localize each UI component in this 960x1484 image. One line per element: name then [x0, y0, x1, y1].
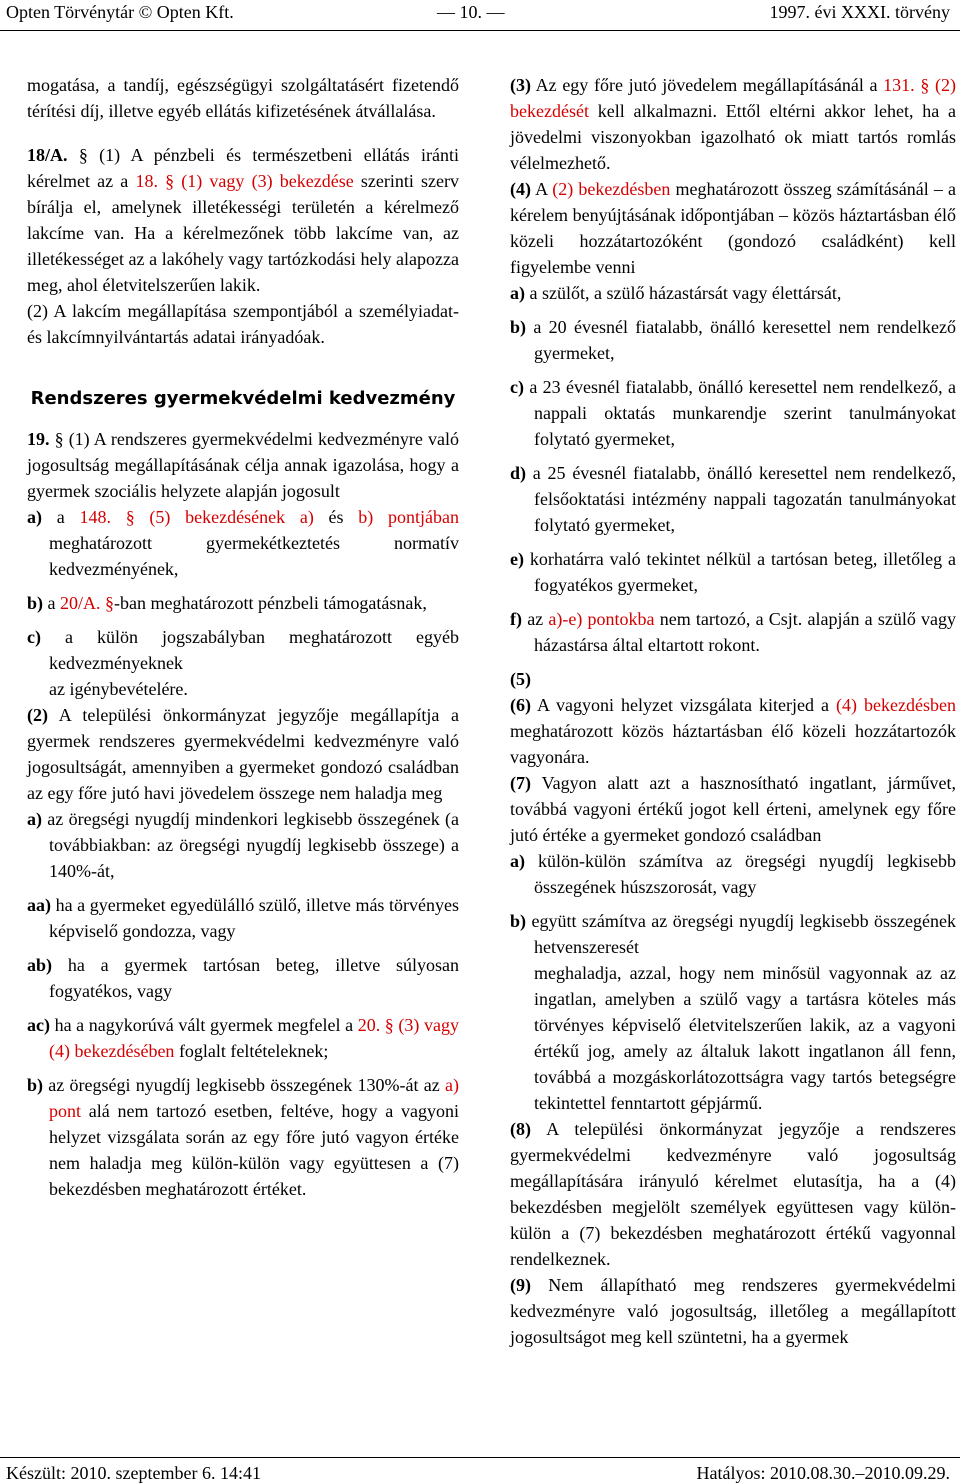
section-19-paragraph-7: (7) Vagyon alatt azt a hasznosítható ingatlant, járművet, továbbá vagyoni értékű jogot kell érteni, amelynek egy főre jutó értéke a gyermeket gondozó családban: [510, 773, 956, 845]
reference-link[interactable]: 20. § (3) vagy (4) bekezdésében: [49, 1015, 459, 1061]
reference-link[interactable]: (2) bekezdésben: [552, 179, 671, 199]
list-item-ac: ac) ha a nagykorúvá vált gyermek megfelel a 20. § (3) vagy (4) bekezdésében foglalt feltételeknek;: [27, 1015, 459, 1061]
header-page-number: — 10. —: [437, 2, 505, 22]
section-19-paragraph-2: (2) A települési önkormányzat jegyzője megállapítja a gyermek rendszeres gyermekvédelmi kedvezményre való jogosultságát, amennyiben a gyermeket gondozó családban az egy főre jutó havi jövedelem összege nem haladja meg: [27, 705, 459, 803]
list-item-a: a) a szülőt, a szülő házastársát vagy élettársát,: [510, 283, 842, 303]
left-column: [27, 72, 459, 1210]
list-item-f: f) az a)-e) pontokba nem tartozó, a Csjt. alapján a szülő vagy házastársa által eltartott rokont.: [510, 609, 956, 655]
list-item-a: a) külön-külön számítva az öregségi nyugdíj legkisebb összegének húszszorosát, vagy: [510, 851, 956, 897]
list-item-b: b) együtt számítva az öregségi nyugdíj legkisebb összegének hetvenszeresét: [510, 911, 956, 957]
right-column: [510, 72, 956, 1350]
reference-link[interactable]: 20/A. §: [60, 593, 115, 613]
section-heading: Rendszeres gyermekvédelmi kedvezmény: [30, 388, 456, 409]
reference-link[interactable]: (4) bekezdésben: [836, 695, 956, 715]
list-closing: meghaladja, azzal, hogy nem minősül vagyonnak az az ingatlan, amelyben a szülő vagy a tartásra köteles más törvényes képviselő életvitelszerűen lakik, az a vagyoni értékű jog, amely az általuk lakott ingatlanon áll fenn, továbbá a mozgáskorlátozottságra vagy tartós betegségre tekintettel fenntartott gépjármű.: [534, 963, 956, 1113]
list-item-c: c) a külön jogszabályban meghatározott egyéb kedvezményeknek: [27, 627, 459, 673]
page-footer: [0, 1462, 960, 1484]
list-item-a: a) a 148. § (5) bekezdésének a) és b) pontjában meghatározott gyermekétkeztetés normatív kedvezményének,: [27, 507, 459, 579]
footer-created-date: Készült: 2010. szeptember 6. 14:41: [6, 1463, 261, 1483]
footer-rule: [0, 1457, 960, 1458]
section-19-paragraph-4: (4) A (2) bekezdésben meghatározott összeg számításánál – a kérelem benyújtásának időpontjában – közös háztartásban élő közeli hozzátartozóként (gondozó családként) kell figyelembe venni: [510, 179, 956, 277]
section-19-paragraph-3: (3) Az egy főre jutó jövedelem megállapításánál a 131. § (2) bekezdését kell alkalmazni. Ettől eltérni akkor lehet, ha a jövedelmi viszonyokban igazolható ok miatt tartós romlás vélelmezhető.: [510, 75, 956, 173]
reference-link[interactable]: 18. § (1) vagy (3) bekezdése: [135, 171, 354, 191]
section-19-paragraph-5: (5): [510, 669, 531, 689]
header-publisher: Opten Törvénytár © Opten Kft.: [6, 2, 234, 22]
list-item-b: b) a 20 évesnél fiatalabb, önálló keresettel nem rendelkező gyermeket,: [510, 317, 956, 363]
list-item-b: b) a 20/A. §-ban meghatározott pénzbeli támogatásnak,: [27, 593, 427, 613]
section-19-paragraph-9: (9) Nem állapítható meg rendszeres gyermekvédelmi kedvezményre való jogosultság, illetőleg a megállapított jogosultságot meg kell szüntetni, ha a gyermek: [510, 1275, 956, 1347]
list-item-c: c) a 23 évesnél fiatalabb, önálló keresettel nem rendelkező, a nappali oktatás munkarendje szerint tanulmányokat folytató gyermeket,: [510, 377, 956, 449]
list-item-aa: aa) ha a gyermeket egyedülálló szülő, illetve más törvényes képviselő gondozza, vagy: [27, 895, 459, 941]
reference-link[interactable]: a) pont: [49, 1075, 459, 1121]
list-closing: az igénybevételére.: [49, 679, 188, 699]
section-18a-paragraph-2: (2) A lakcím megállapítása szempontjából a személyiadat- és lakcímnyilvántartás adatai irányadóak.: [27, 301, 459, 347]
section-number: 18/A.: [27, 145, 68, 165]
list-item-ab: ab) ha a gyermek tartósan beteg, illetve súlyosan fogyatékos, vagy: [27, 955, 459, 1001]
reference-link[interactable]: 131. § (2) bekezdését: [510, 75, 956, 121]
reference-link[interactable]: a)-e) pontokba: [548, 609, 655, 629]
page-header: [0, 0, 960, 30]
reference-link[interactable]: 148. § (5) bekezdésének a): [79, 507, 314, 527]
footer-effective-dates: Hatályos: 2010.08.30.–2010.09.29.: [696, 1463, 950, 1483]
list-item-e: e) korhatárra való tekintet nélkül a tartósan beteg, illetőleg a fogyatékos gyermeket,: [510, 549, 956, 595]
section-19-paragraph-6: (6) A vagyoni helyzet vizsgálata kiterjed a (4) bekezdésben meghatározott közös háztartásban élő közeli hozzátartozók vagyonára.: [510, 695, 956, 767]
section-18a-paragraph-1: 18/A. § (1) A pénzbeli és természetbeni ellátás iránti kérelmet az a 18. § (1) vagy (3) bekezdése szerinti szerv bírálja el, amelynek illetékességi területén a kérelmező lakcíme van. Ha a kérelmezőnek több lakcíme van, az illetékességet az a lakóhely vagy tartózkodási hely alapozza meg, ahol életvitelszerűen lakik.: [27, 145, 459, 295]
section-number: 19.: [27, 429, 50, 449]
list-item-b: b) az öregségi nyugdíj legkisebb összegének 130%-át az a) pont alá nem tartozó esetben, feltéve, hogy a vagyoni helyzet vizsgálata során az egy főre jutó vagyon értéke nem haladja meg külön-külön vagy együttesen a (7) bekezdésben meghatározott értéket.: [27, 1075, 459, 1199]
section-19-paragraph-1: 19. § (1) A rendszeres gyermekvédelmi kedvezményre való jogosultság megállapításának célja annak igazolása, hogy a gyermek szociális helyzete alapján jogosult: [27, 429, 459, 501]
list-item-a: a) az öregségi nyugdíj mindenkori legkisebb összegének (a továbbiakban: az öregségi nyugdíj legkisebb összege) a 140%-át,: [27, 809, 459, 881]
paragraph-continuation: mogatása, a tandíj, egészségügyi szolgáltatásért fizetendő térítési díj, illetve egyéb ellátás kifizetésének átvállalása.: [27, 75, 459, 121]
header-law-title: 1997. évi XXXI. törvény: [769, 2, 950, 22]
header-rule: [0, 30, 960, 31]
reference-link[interactable]: b) pontjában: [358, 507, 459, 527]
section-19-paragraph-8: (8) A települési önkormányzat jegyzője a rendszeres gyermekvédelmi kedvezményre való jogosultság megállapítására irányuló kérelmet elutasítja, ha a (4) bekezdésben megjelölt személyek együttesen vagy külön-külön a (7) bekezdésben meghatározott értékű vagyonnal rendelkeznek.: [510, 1119, 956, 1269]
list-item-d: d) a 25 évesnél fiatalabb, önálló keresettel nem rendelkező, felsőoktatási intézmény nappali tagozatán tanulmányokat folytató gyermeket,: [510, 463, 956, 535]
